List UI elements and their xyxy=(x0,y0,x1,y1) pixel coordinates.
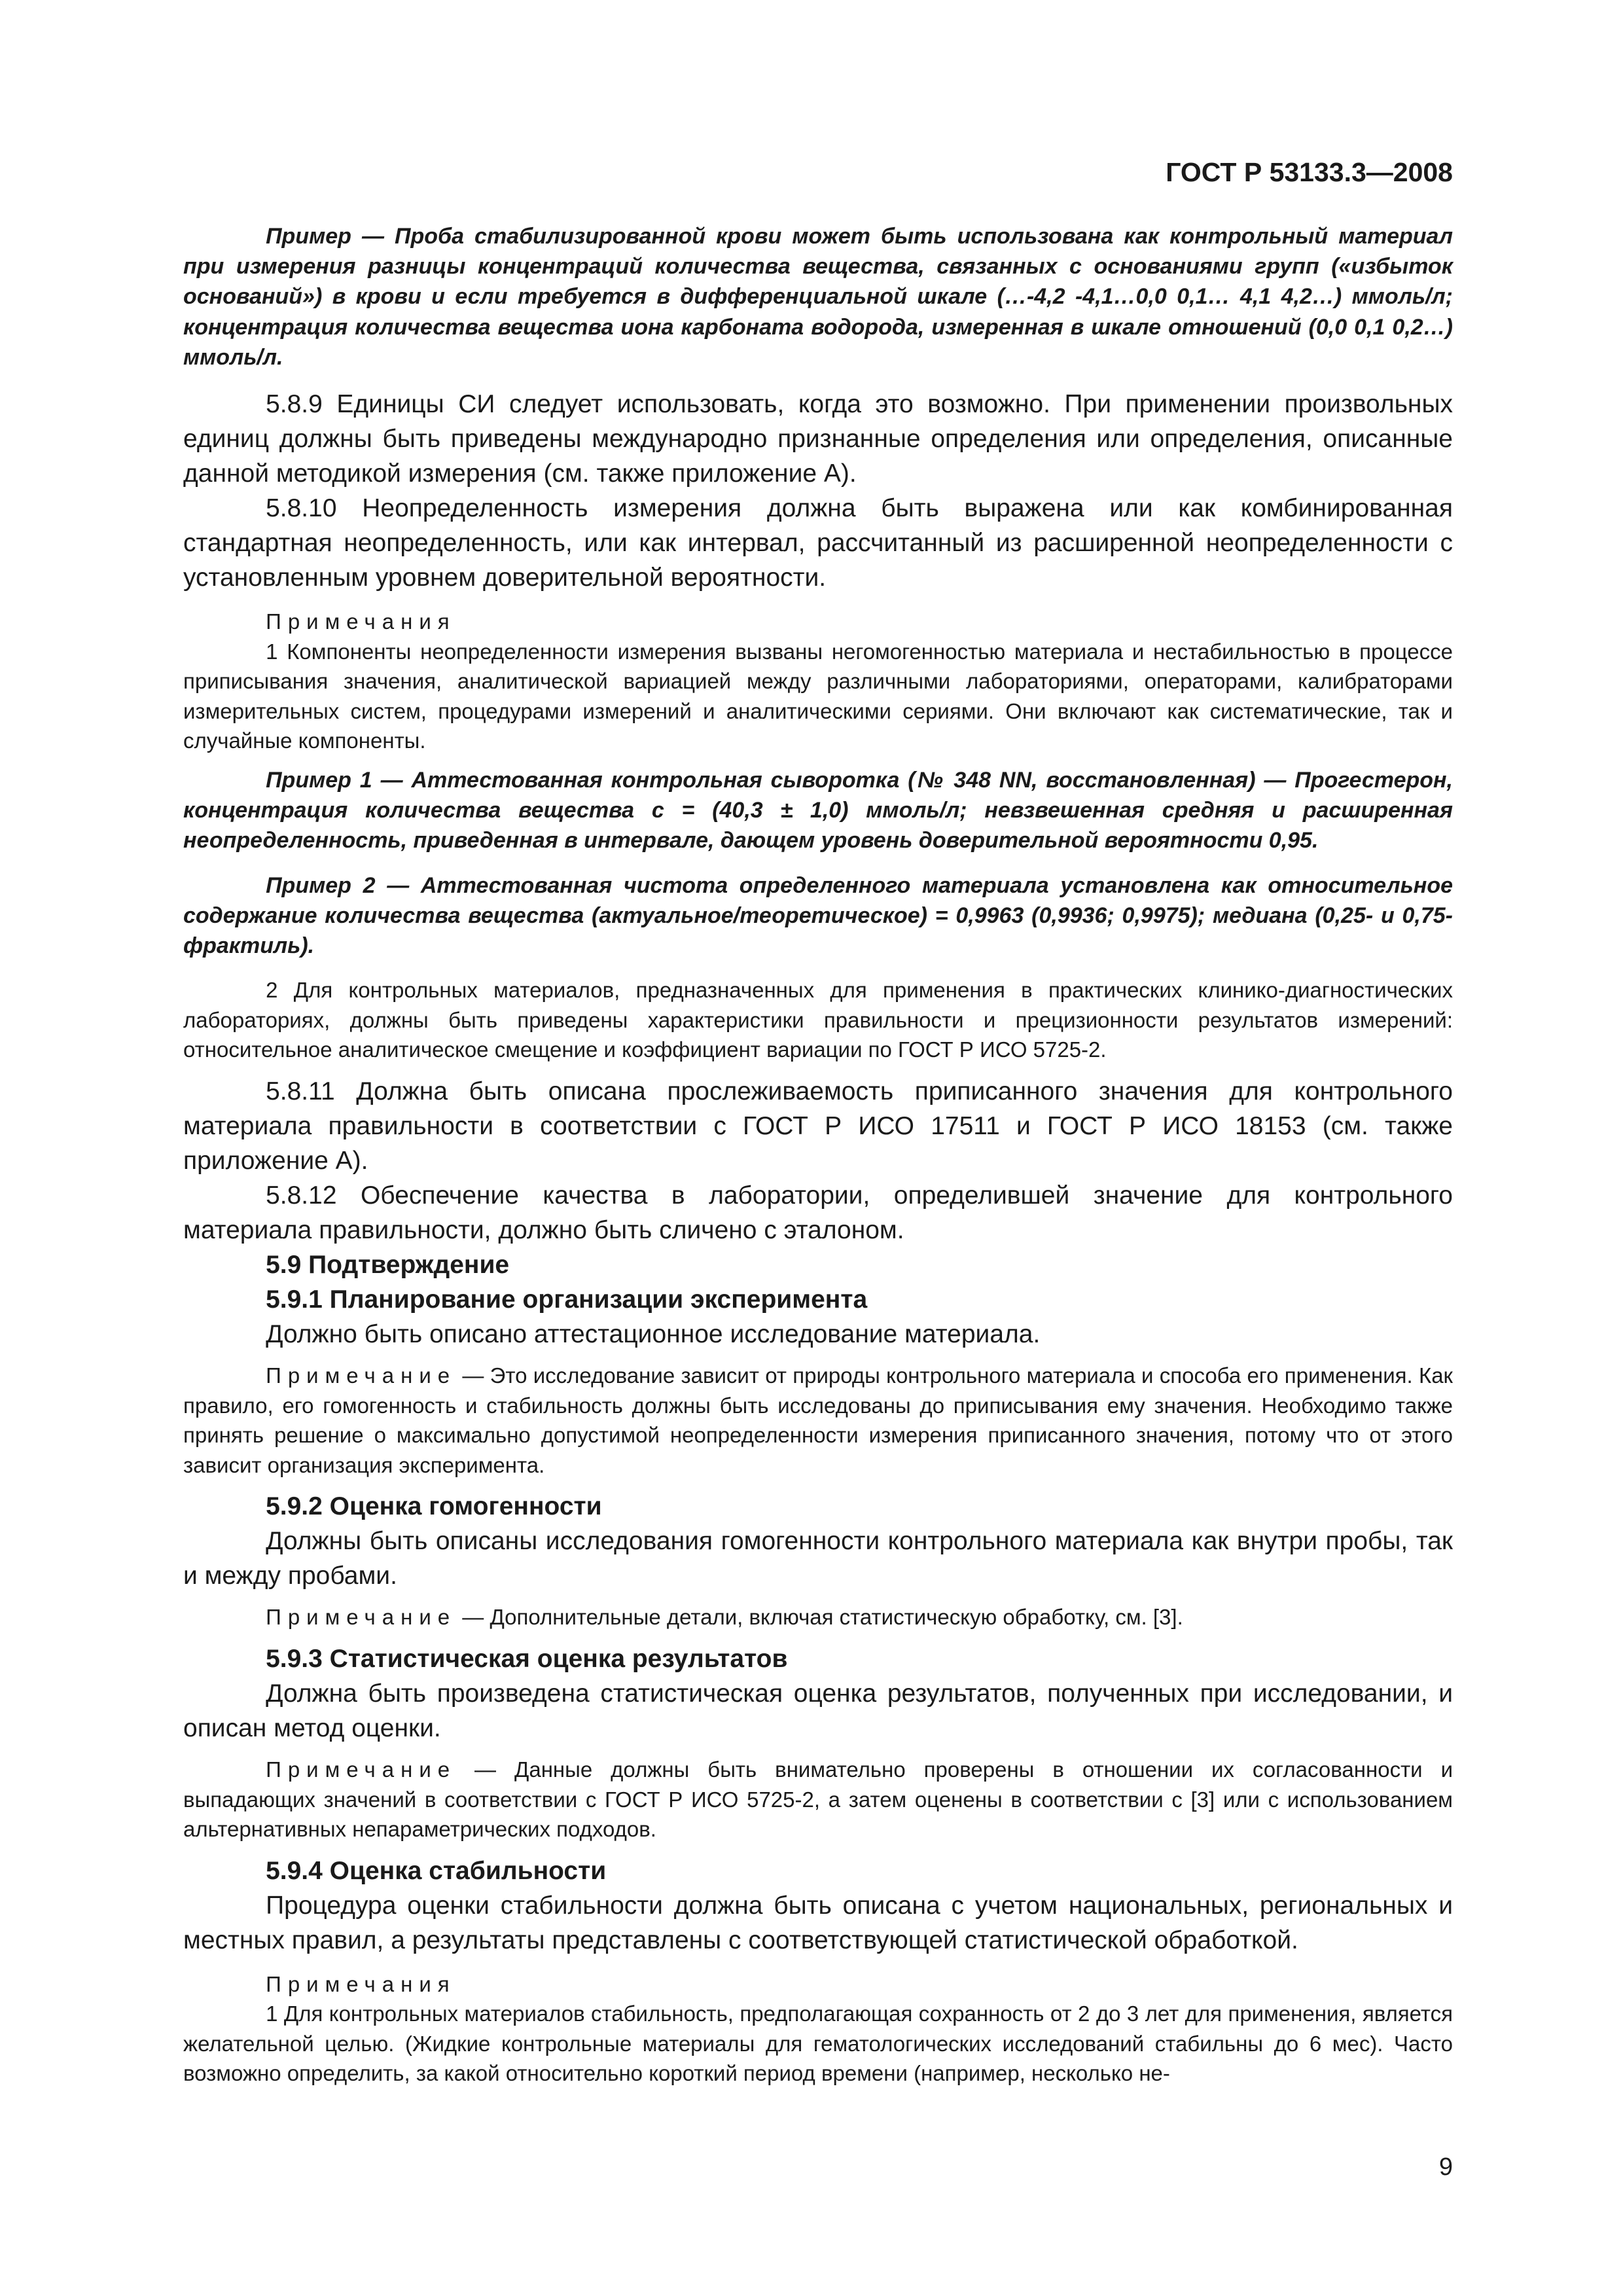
page-number: 9 xyxy=(1438,2153,1453,2181)
notes-heading: Примечания xyxy=(266,609,456,634)
example-2: Пример 2 — Аттестованная чистота определенного материала установлена как относительное содержание количества вещества (актуальное/теоретическое) = 0,9963 (0,9936; 0,9975); медиана (0,25- и 0,75-фрактиль). xyxy=(183,872,1453,959)
page-content xyxy=(183,221,1453,2089)
clause-5-9-1-text: Должно быть описано аттестационное исследование материала. xyxy=(266,1320,1041,1349)
section-heading-5-9: 5.9 Подтверждение xyxy=(266,1251,510,1280)
note-label: Примечание xyxy=(266,1363,457,1388)
note-text: — Это исследование зависит от природы контрольного материала и способа его применения. Как правило, его гомогенность и стабильность должны быть исследованы до приписывания ему значения. Необходимо также принять решение о максимально допустимой неопределенности измерения приписанного значения, потому что от этого зависит организация эксперимента. xyxy=(183,1363,1453,1477)
section-heading-5-9-1: 5.9.1 Планирование организации эксперимента xyxy=(266,1285,868,1314)
note-5-9-1 xyxy=(183,1361,1453,1480)
note-text: — Дополнительные детали, включая статистическую обработку, см. [3]. xyxy=(456,1605,1183,1630)
example-paragraph: Пример — Проба стабилизированной крови может быть использована как контрольный материал при измерения разницы концентраций количества вещества, связанных с основаниями групп («избыток оснований») в крови и если требуется в дифференциальной шкале (…-4,2 -4,1…0,0 0,1… 4,1 4,2…) ммоль/л; концентрация количества вещества иона карбоната водорода, измеренная в шкале отношений (0,0 0,1 0,2…) ммоль/л. xyxy=(183,224,1453,370)
note-label: Примечание xyxy=(266,1605,457,1630)
clause-5-8-10: 5.8.10 Неопределенность измерения должна быть выражена или как комбинированная стандартная неопределенность, или как интервал, рассчитанный из расширенной неопределенности с установленным уровнем доверительной вероятности. xyxy=(183,494,1453,592)
clause-5-9-3-text: Должна быть произведена статистическая оценка результатов, полученных при исследовании, и описан метод оценки. xyxy=(183,1679,1453,1743)
clause-5-8-12: 5.8.12 Обеспечение качества в лаборатории, определившей значение для контрольного материала правильности, должно быть сличено с эталоном. xyxy=(183,1181,1453,1245)
example-1: Пример 1 — Аттестованная контрольная сыворотка (№ 348 NN, восстановленная) — Прогестерон, концентрация количества вещества с = (40,3 ± 1,0) ммоль/л; невзвешенная средняя и расширенная неопределенность, приведенная в интервале, дающем уровень доверительной вероятности 0,95. xyxy=(183,768,1453,853)
section-heading-5-9-3: 5.9.3 Статистическая оценка результатов xyxy=(266,1645,788,1674)
clause-5-9-4-text: Процедура оценки стабильности должна быть описана с учетом национальных, региональных и местных правил, а результаты представлены с соответствующей статистической обработкой. xyxy=(183,1891,1453,1954)
clause-5-8-11: 5.8.11 Должна быть описана прослеживаемость приписанного значения для контрольного материала правильности в соответствии с ГОСТ Р ИСО 17511 и ГОСТ Р ИСО 18153 (см. также приложение А). xyxy=(183,1077,1453,1175)
clause-5-9-2-text: Должны быть описаны исследования гомогенности контрольного материала как внутри пробы, так и между пробами. xyxy=(183,1527,1453,1590)
note-label: Примечание xyxy=(266,1757,457,1782)
note-5-9-2 xyxy=(183,1602,1453,1632)
note-1: 1 Компоненты неопределенности измерения вызваны негомогенностью материала и нестабильностью в процессе приписывания значения, аналитической вариацией между различными лабораториями, операторами, калибраторами измерительных систем, процедурами измерений и аналитическими сериями. Они включают как систематические, так и случайные компоненты. xyxy=(183,639,1453,753)
notes-heading: Примечания xyxy=(266,1971,456,1996)
document-id-header: ГОСТ Р 53133.3—2008 xyxy=(1166,157,1453,187)
note-text: — Данные должны быть внимательно проверены в отношении их согласованности и выпадающих значений в соответствии с ГОСТ Р ИСО 5725-2, а затем оценены в соответствии с [3] или с использованием альтернативных непараметрических подходов. xyxy=(183,1757,1453,1842)
note-5-9-3 xyxy=(183,1755,1453,1844)
clause-5-8-9: 5.8.9 Единицы СИ следует использовать, когда это возможно. При применении произвольных единиц должны быть приведены международно признанные определения или определения, описанные данной методикой измерения (см. также приложение А). xyxy=(183,390,1453,488)
note-5-9-4-1: 1 Для контрольных материалов стабильность, предполагающая сохранность от 2 до 3 лет для применения, является желательной целью. (Жидкие контрольные материалы для гематологических исследований стабильны до 6 мес). Часто возможно определить, за какой относительно короткий период времени (например, несколько не- xyxy=(183,2001,1453,2086)
note-2: 2 Для контрольных материалов, предназначенных для применения в практических клинико-диагностических лабораториях, должны быть приведены характеристики правильности и прецизионности результатов измерений: относительное аналитическое смещение и коэффициент вариации по ГОСТ Р ИСО 5725-2. xyxy=(183,978,1453,1062)
section-heading-5-9-4: 5.9.4 Оценка стабильности xyxy=(266,1856,607,1885)
section-heading-5-9-2: 5.9.2 Оценка гомогенности xyxy=(266,1492,602,1521)
